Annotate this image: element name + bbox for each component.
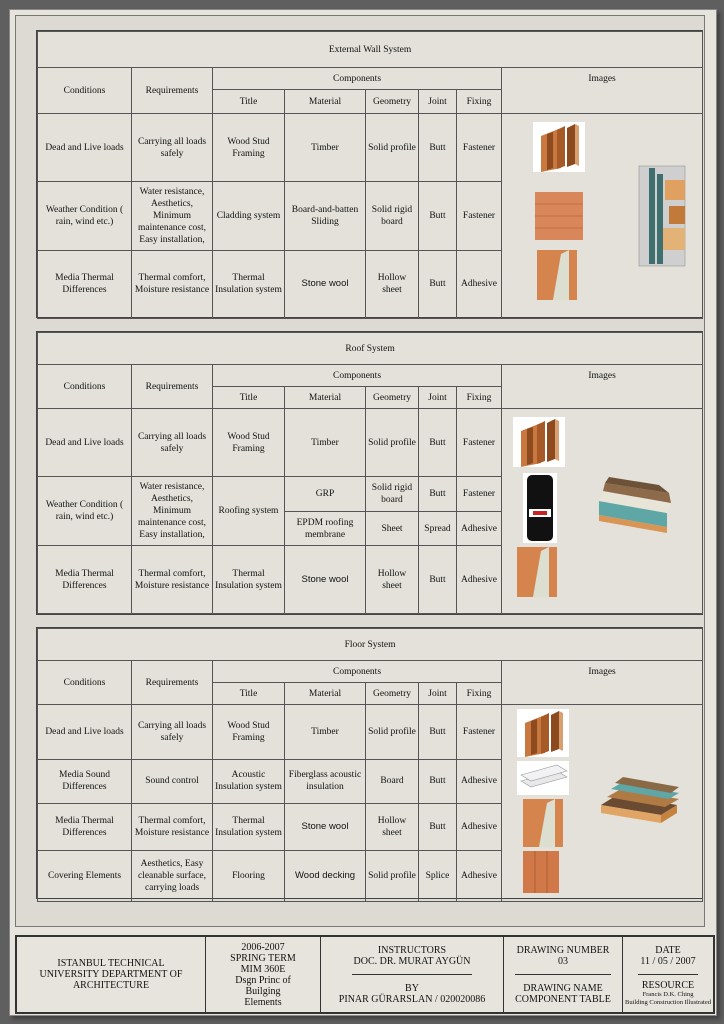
table-row [38,409,703,477]
title-cell: Wood Stud Framing [213,409,285,477]
requirement-cell: Carrying all loads safely [132,705,213,760]
resource-author: Francis D.K. Ching [642,991,694,998]
date-cell [623,937,713,1012]
condition-cell: Covering Elements [38,850,132,901]
material-cell: Stone wool [285,546,366,614]
instructors-label: INSTRUCTORS [377,944,447,956]
course-name: Dsgn Princ of Builging Elements [235,974,291,1008]
title-cell: Wood Stud Framing [213,705,285,760]
material-cell: Timber [285,705,366,760]
drawing-number-block [515,937,612,975]
title-cell: Roofing system [213,477,285,546]
material-cell: EPDM roofing membrane [285,512,366,546]
condition-cell: Dead and Live loads [38,114,132,182]
drawing-number-label: DRAWING NUMBER [516,944,610,956]
geometry-cell: Solid profile [366,409,419,477]
condition-cell: Weather Condition ( rain, wind etc.) [38,182,132,250]
geometry-cell: Solid rigid board [366,182,419,250]
external-wall-table [37,31,703,319]
section-title: Floor System [38,629,703,661]
header-fixing: Fixing [457,683,502,705]
header-title: Title [213,387,285,409]
geometry-cell: Sheet [366,512,419,546]
roof-images [503,409,702,609]
floor-section [36,627,703,899]
instructor-name: DOC. DR. MURAT AYGÜN [353,955,471,967]
header-images: Images [502,68,703,114]
joint-cell: Butt [419,409,457,477]
requirement-cell: Water resistance, Aesthetics, Minimum maintenance cost, Easy installation, [132,477,213,546]
requirement-cell: Carrying all loads safely [132,114,213,182]
condition-cell: Media Thermal Differences [38,250,132,318]
header-fixing: Fixing [457,387,502,409]
images-cell [502,409,703,614]
fixing-cell: Adhesive [457,546,502,614]
header-joint: Joint [419,90,457,114]
title-cell: Thermal Insulation system [213,250,285,318]
condition-cell: Media Sound Differences [38,760,132,803]
wood-stud-image [517,709,569,757]
requirement-cell: Thermal comfort, Moisture resistance [132,803,213,850]
geometry-cell: Board [366,760,419,803]
condition-cell: Dead and Live loads [38,409,132,477]
joint-cell: Butt [419,803,457,850]
university-name: ISTANBUL TECHNICAL UNIVERSITY DEPARTMENT OF ARCHITECTURE [39,958,183,991]
table-row [38,705,703,760]
header-material: Material [285,683,366,705]
main-panel [15,15,705,927]
title-cell: Wood Stud Framing [213,114,285,182]
floor-section-image [601,777,679,823]
insulation-image [523,799,563,847]
joint-cell: Butt [419,705,457,760]
header-conditions: Conditions [38,68,132,114]
condition-cell: Dead and Live loads [38,705,132,760]
course-term: SPRING TERM [230,952,296,964]
material-cell: Wood decking [285,850,366,901]
joint-cell: Butt [419,250,457,318]
title-cell: Flooring [213,850,285,901]
joint-cell: Splice [419,850,457,901]
images-cell [502,114,703,319]
header-requirements: Requirements [132,661,213,705]
fixing-cell: Adhesive [457,760,502,803]
header-components: Components [213,68,502,90]
fixing-cell: Fastener [457,477,502,512]
roof-table [37,332,703,614]
date-label: DATE [655,944,681,956]
header-components: Components [213,365,502,387]
header-requirements: Requirements [132,68,213,114]
wood-decking-image [523,851,559,893]
fixing-cell: Adhesive [457,850,502,901]
material-cell: Timber [285,409,366,477]
requirement-cell: Carrying all loads safely [132,409,213,477]
floor-table [37,628,703,902]
fixing-cell: Adhesive [457,512,502,546]
roof-section-image [599,477,671,533]
joint-cell: Butt [419,477,457,512]
title-cell: Cladding system [213,182,285,250]
date-value: 11 / 05 / 2007 [640,955,696,967]
header-joint: Joint [419,387,457,409]
drawing-name: COMPONENT TABLE [515,993,611,1005]
fixing-cell: Fastener [457,409,502,477]
condition-cell: Weather Condition ( rain, wind etc.) [38,477,132,546]
fixing-cell: Adhesive [457,250,502,318]
requirement-cell: Thermal comfort, Moisture resistance [132,250,213,318]
drawing-cell [504,937,623,1012]
fixing-cell: Fastener [457,182,502,250]
title-cell: Thermal Insulation system [213,546,285,614]
cladding-image [535,192,583,240]
header-geometry: Geometry [366,90,419,114]
header-images: Images [502,661,703,705]
wood-stud-image [513,417,565,467]
header-fixing: Fixing [457,90,502,114]
joint-cell: Butt [419,114,457,182]
section-title: Roof System [38,333,703,365]
drawing-number: 03 [558,955,568,967]
external-wall-section [36,30,703,318]
date-block [638,937,697,975]
material-cell: GRP [285,477,366,512]
header-conditions: Conditions [38,661,132,705]
joint-cell: Butt [419,546,457,614]
resource-title: Building Construction Illustrated [625,999,711,1006]
geometry-cell: Solid profile [366,705,419,760]
requirement-cell: Thermal comfort, Moisture resistance [132,546,213,614]
header-material: Material [285,387,366,409]
resource-label: RESOURCE [641,980,695,991]
wall-images [503,114,702,314]
fixing-cell: Fastener [457,705,502,760]
acoustic-board-image [517,761,569,795]
material-cell: Stone wool [285,803,366,850]
images-cell [502,705,703,902]
drawing-sheet [9,9,717,1016]
requirement-cell: Aesthetics, Easy cleanable surface, carrying loads [132,850,213,901]
geometry-cell: Hollow sheet [366,546,419,614]
table-row [38,114,703,182]
requirement-cell: Water resistance, Aesthetics, Minimum maintenance cost, Easy installation, [132,182,213,250]
wood-stud-image [533,122,585,172]
geometry-cell: Hollow sheet [366,250,419,318]
insulation-image [517,547,557,597]
wall-section-image [639,166,685,266]
geometry-cell: Solid rigid board [366,477,419,512]
geometry-cell: Solid profile [366,114,419,182]
joint-cell: Butt [419,760,457,803]
author-name: PINAR GÜRARSLAN / 020020086 [338,993,486,1005]
header-joint: Joint [419,683,457,705]
course-cell [206,937,321,1012]
title-block [15,935,715,1014]
header-geometry: Geometry [366,683,419,705]
header-components: Components [213,661,502,683]
material-cell: Board-and-batten Sliding [285,182,366,250]
material-cell: Timber [285,114,366,182]
condition-cell: Media Thermal Differences [38,546,132,614]
material-cell: Fiberglass acoustic insulation [285,760,366,803]
header-requirements: Requirements [132,365,213,409]
author-block [337,975,487,1012]
condition-cell: Media Thermal Differences [38,803,132,850]
geometry-cell: Solid profile [366,850,419,901]
geometry-cell: Hollow sheet [366,803,419,850]
requirement-cell: Sound control [132,760,213,803]
material-cell: Stone wool [285,250,366,318]
epdm-roll-image [523,473,557,543]
roof-section [36,331,703,615]
joint-cell: Butt [419,182,457,250]
instructors-block [352,937,473,975]
floor-images [503,705,702,897]
course-year: 2006-2007 [241,941,285,953]
header-material: Material [285,90,366,114]
fixing-cell: Fastener [457,114,502,182]
title-cell: Thermal Insulation system [213,803,285,850]
people-cell [321,937,504,1012]
header-conditions: Conditions [38,365,132,409]
university-cell [17,937,206,1012]
header-title: Title [213,683,285,705]
drawing-name-label: DRAWING NAME [523,982,603,994]
by-label: BY [405,982,419,994]
course-code: MIM 360E [240,963,286,975]
header-images: Images [502,365,703,409]
section-title: External Wall System [38,32,703,68]
joint-cell: Spread [419,512,457,546]
drawing-name-block [513,975,613,1012]
header-title: Title [213,90,285,114]
fixing-cell: Adhesive [457,803,502,850]
insulation-image [537,250,577,300]
resource-block [623,975,713,1012]
title-cell: Acoustic Insulation system [213,760,285,803]
header-geometry: Geometry [366,387,419,409]
